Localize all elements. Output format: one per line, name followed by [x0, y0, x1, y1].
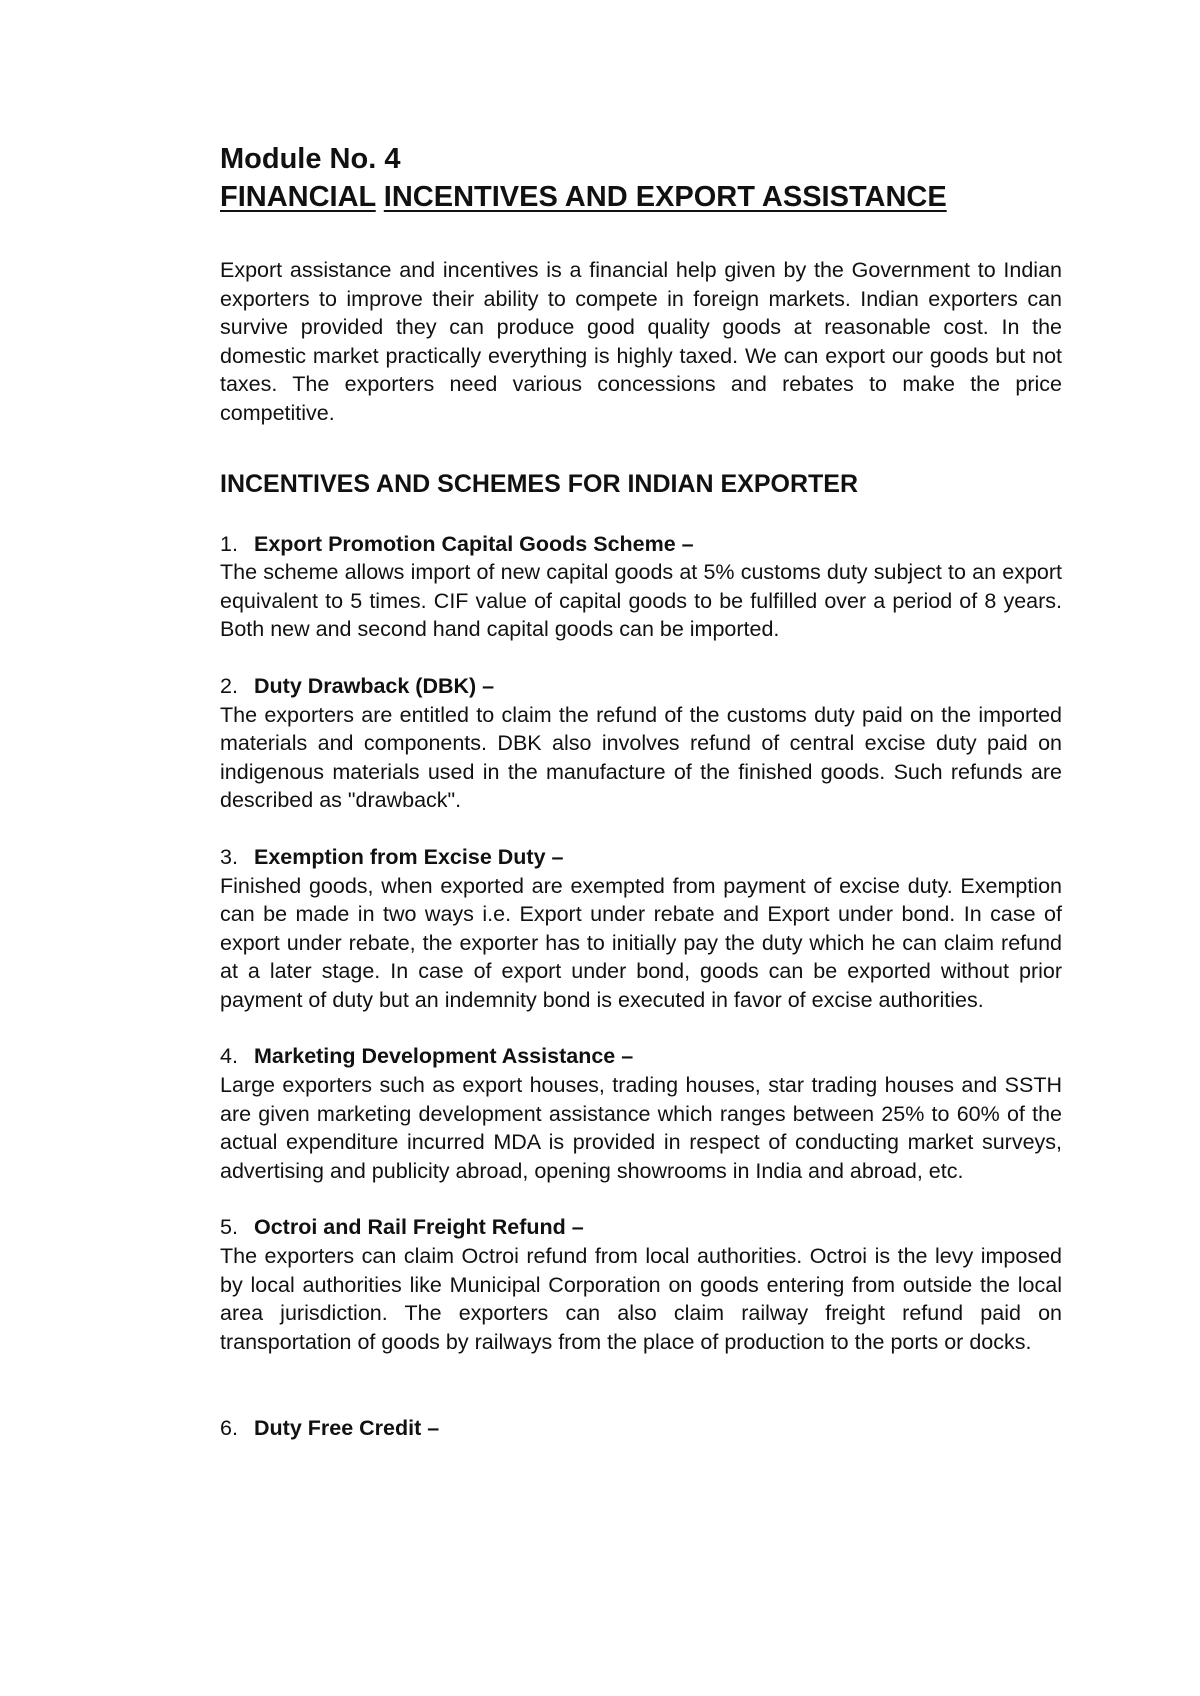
item-number: 4.	[220, 1044, 238, 1069]
item-heading	[220, 843, 1062, 872]
item-body: The exporters are entitled to claim the refund of the customs duty paid on the imported materials and components. DBK also involves refund of central excise duty paid on indigenous materials used in the manufacture of the finished goods. Such refunds are described as "drawback".	[220, 702, 1062, 813]
module-number: Module No. 4	[220, 143, 401, 175]
item-body: The exporters can claim Octroi refund from local authorities. Octroi is the levy imposed by local authorities like Municipal Corporation on goods entering from outside the local area jurisdiction. The exporters can also claim railway freight refund paid on transportation of goods by railways from the place of production to the ports or docks.	[220, 1244, 1062, 1354]
title-part-2: INCENTIVES AND EXPORT ASSISTANCE	[383, 181, 947, 213]
list-item	[220, 1414, 1062, 1443]
item-title: Export Promotion Capital Goods Scheme –	[254, 531, 694, 556]
item-title: Octroi and Rail Freight Refund –	[254, 1215, 584, 1240]
item-number: 6.	[220, 1416, 238, 1441]
document-title	[220, 178, 1062, 216]
item-heading	[220, 530, 1062, 559]
item-heading	[220, 1213, 1062, 1242]
list-item	[220, 530, 1062, 644]
intro-paragraph: Export assistance and incentives is a financial help given by the Government to Indian exporters to improve their ability to compete in foreign markets. Indian exporters can survive provided they can produce good quality goods at reasonable cost. In the domestic market practically everything is highly taxed. We can export our goods but not taxes. The exporters need various concessions and rebates to make the price competitive.	[220, 258, 1062, 425]
list-item	[220, 672, 1062, 815]
list-item	[220, 1213, 1062, 1356]
item-title: Duty Free Credit –	[254, 1416, 440, 1441]
item-heading	[220, 672, 1062, 701]
item-body: The scheme allows import of new capital goods at 5% customs duty subject to an export equivalent to 5 times. CIF value of capital goods to be fulfilled over a period of 8 years. Both new and second hand capital goods can be imported.	[220, 560, 1062, 642]
item-heading	[220, 1042, 1062, 1071]
item-number: 5.	[220, 1215, 238, 1240]
item-number: 3.	[220, 844, 238, 869]
item-body: Finished goods, when exported are exempted from payment of excise duty. Exemption can be made in two ways i.e. Export under rebate and Export under bond. In case of export under rebate, the exporter has to initially pay the duty which he can claim refund at a later stage. In case of export under bond, goods can be exported without prior payment of duty but an indemnity bond is executed in favor of excise authorities.	[220, 873, 1062, 1012]
item-heading	[220, 1414, 1062, 1443]
title-part-1: FINANCIAL	[220, 181, 376, 213]
item-number: 2.	[220, 673, 238, 698]
list-item	[220, 843, 1062, 1015]
item-number: 1.	[220, 531, 238, 556]
item-body: Large exporters such as export houses, trading houses, star trading houses and SSTH are given marketing development assistance which ranges between 25% to 60% of the actual expenditure incurred MDA is provided in respect of conducting market surveys, advertising and publicity abroad, opening showrooms in India and abroad, etc.	[220, 1073, 1062, 1183]
item-title: Duty Drawback (DBK) –	[254, 673, 495, 698]
item-title: Exemption from Excise Duty –	[254, 844, 564, 869]
section-heading: INCENTIVES AND SCHEMES FOR INDIAN EXPORTER	[220, 469, 859, 498]
item-title: Marketing Development Assistance –	[254, 1044, 634, 1069]
list-item	[220, 1042, 1062, 1185]
document-page	[220, 140, 1062, 1471]
